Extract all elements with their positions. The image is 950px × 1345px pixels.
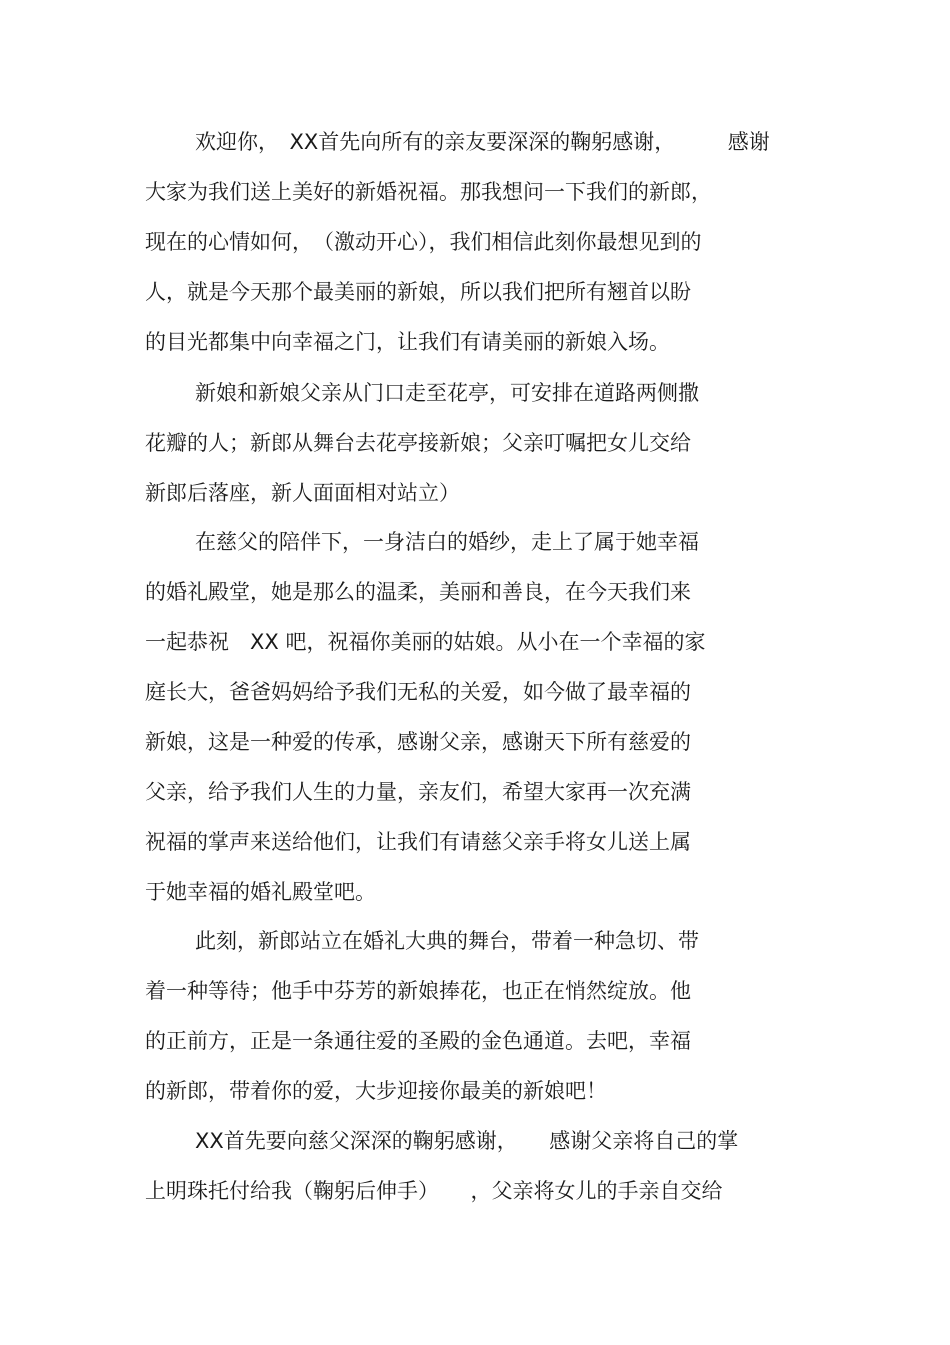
paragraph-3-line-6: 父亲，给予我们人生的力量，亲友们，希望大家再一次充满	[145, 780, 691, 804]
paragraph-3-line-2: 的婚礼殿堂，她是那么的温柔，美丽和善良，在今天我们来	[145, 580, 691, 604]
paragraph-2-line-1: 新娘和新娘父亲从门口走至花亭，可安排在道路两侧撒	[195, 381, 699, 405]
paragraph-1-line-3: 现在的心情如何， （激动开心），我们相信此刻你最想见到的	[145, 230, 702, 254]
paragraph-4-line-3: 的正前方，正是一条通往爱的圣殿的金色通道。去吧，幸福	[145, 1029, 691, 1053]
paragraph-3-line-3: 一起恭祝 XX 吧，祝福你美丽的姑娘。从小在一个幸福的家	[145, 630, 706, 654]
paragraph-1-line-1: 欢迎你， XX首先向所有的亲友要深深的鞠躬感谢， 感谢	[195, 130, 770, 154]
paragraph-3-line-7: 祝福的掌声来送给他们，让我们有请慈父亲手将女儿送上属	[145, 830, 691, 854]
paragraph-2-line-2: 花瓣的人；新郎从舞台去花亭接新娘；父亲叮嘱把女儿交给	[145, 431, 691, 455]
paragraph-5-line-2: 上明珠托付给我（鞠躬后伸手） ，父亲将女儿的手亲自交给	[145, 1179, 723, 1203]
paragraph-1-line-5: 的目光都集中向幸福之门，让我们有请美丽的新娘入场。	[145, 330, 670, 354]
paragraph-4-line-4: 的新郎，带着你的爱，大步迎接你最美的新娘吧！	[145, 1079, 607, 1103]
paragraph-3-line-8: 于她幸福的婚礼殿堂吧。	[145, 880, 376, 904]
paragraph-3-line-1: 在慈父的陪伴下，一身洁白的婚纱，走上了属于她幸福	[195, 530, 699, 554]
paragraph-1-line-2: 大家为我们送上美好的新婚祝福。那我想问一下我们的新郎，	[145, 180, 712, 204]
paragraph-3-line-5: 新娘，这是一种爱的传承，感谢父亲，感谢天下所有慈爱的	[145, 730, 691, 754]
paragraph-4-line-2: 着一种等待；他手中芬芳的新娘捧花，也正在悄然绽放。他	[145, 979, 691, 1003]
paragraph-4-line-1: 此刻，新郎站立在婚礼大典的舞台，带着一种急切、带	[195, 929, 699, 953]
paragraph-1-line-4: 人，就是今天那个最美丽的新娘，所以我们把所有翘首以盼	[145, 280, 691, 304]
paragraph-2-line-3: 新郎后落座，新人面面相对站立）	[145, 481, 460, 505]
paragraph-5-line-1: XX首先要向慈父深深的鞠躬感谢， 感谢父亲将自己的掌	[195, 1129, 739, 1153]
paragraph-3-line-4: 庭长大，爸爸妈妈给予我们无私的关爱，如今做了最幸福的	[145, 680, 691, 704]
